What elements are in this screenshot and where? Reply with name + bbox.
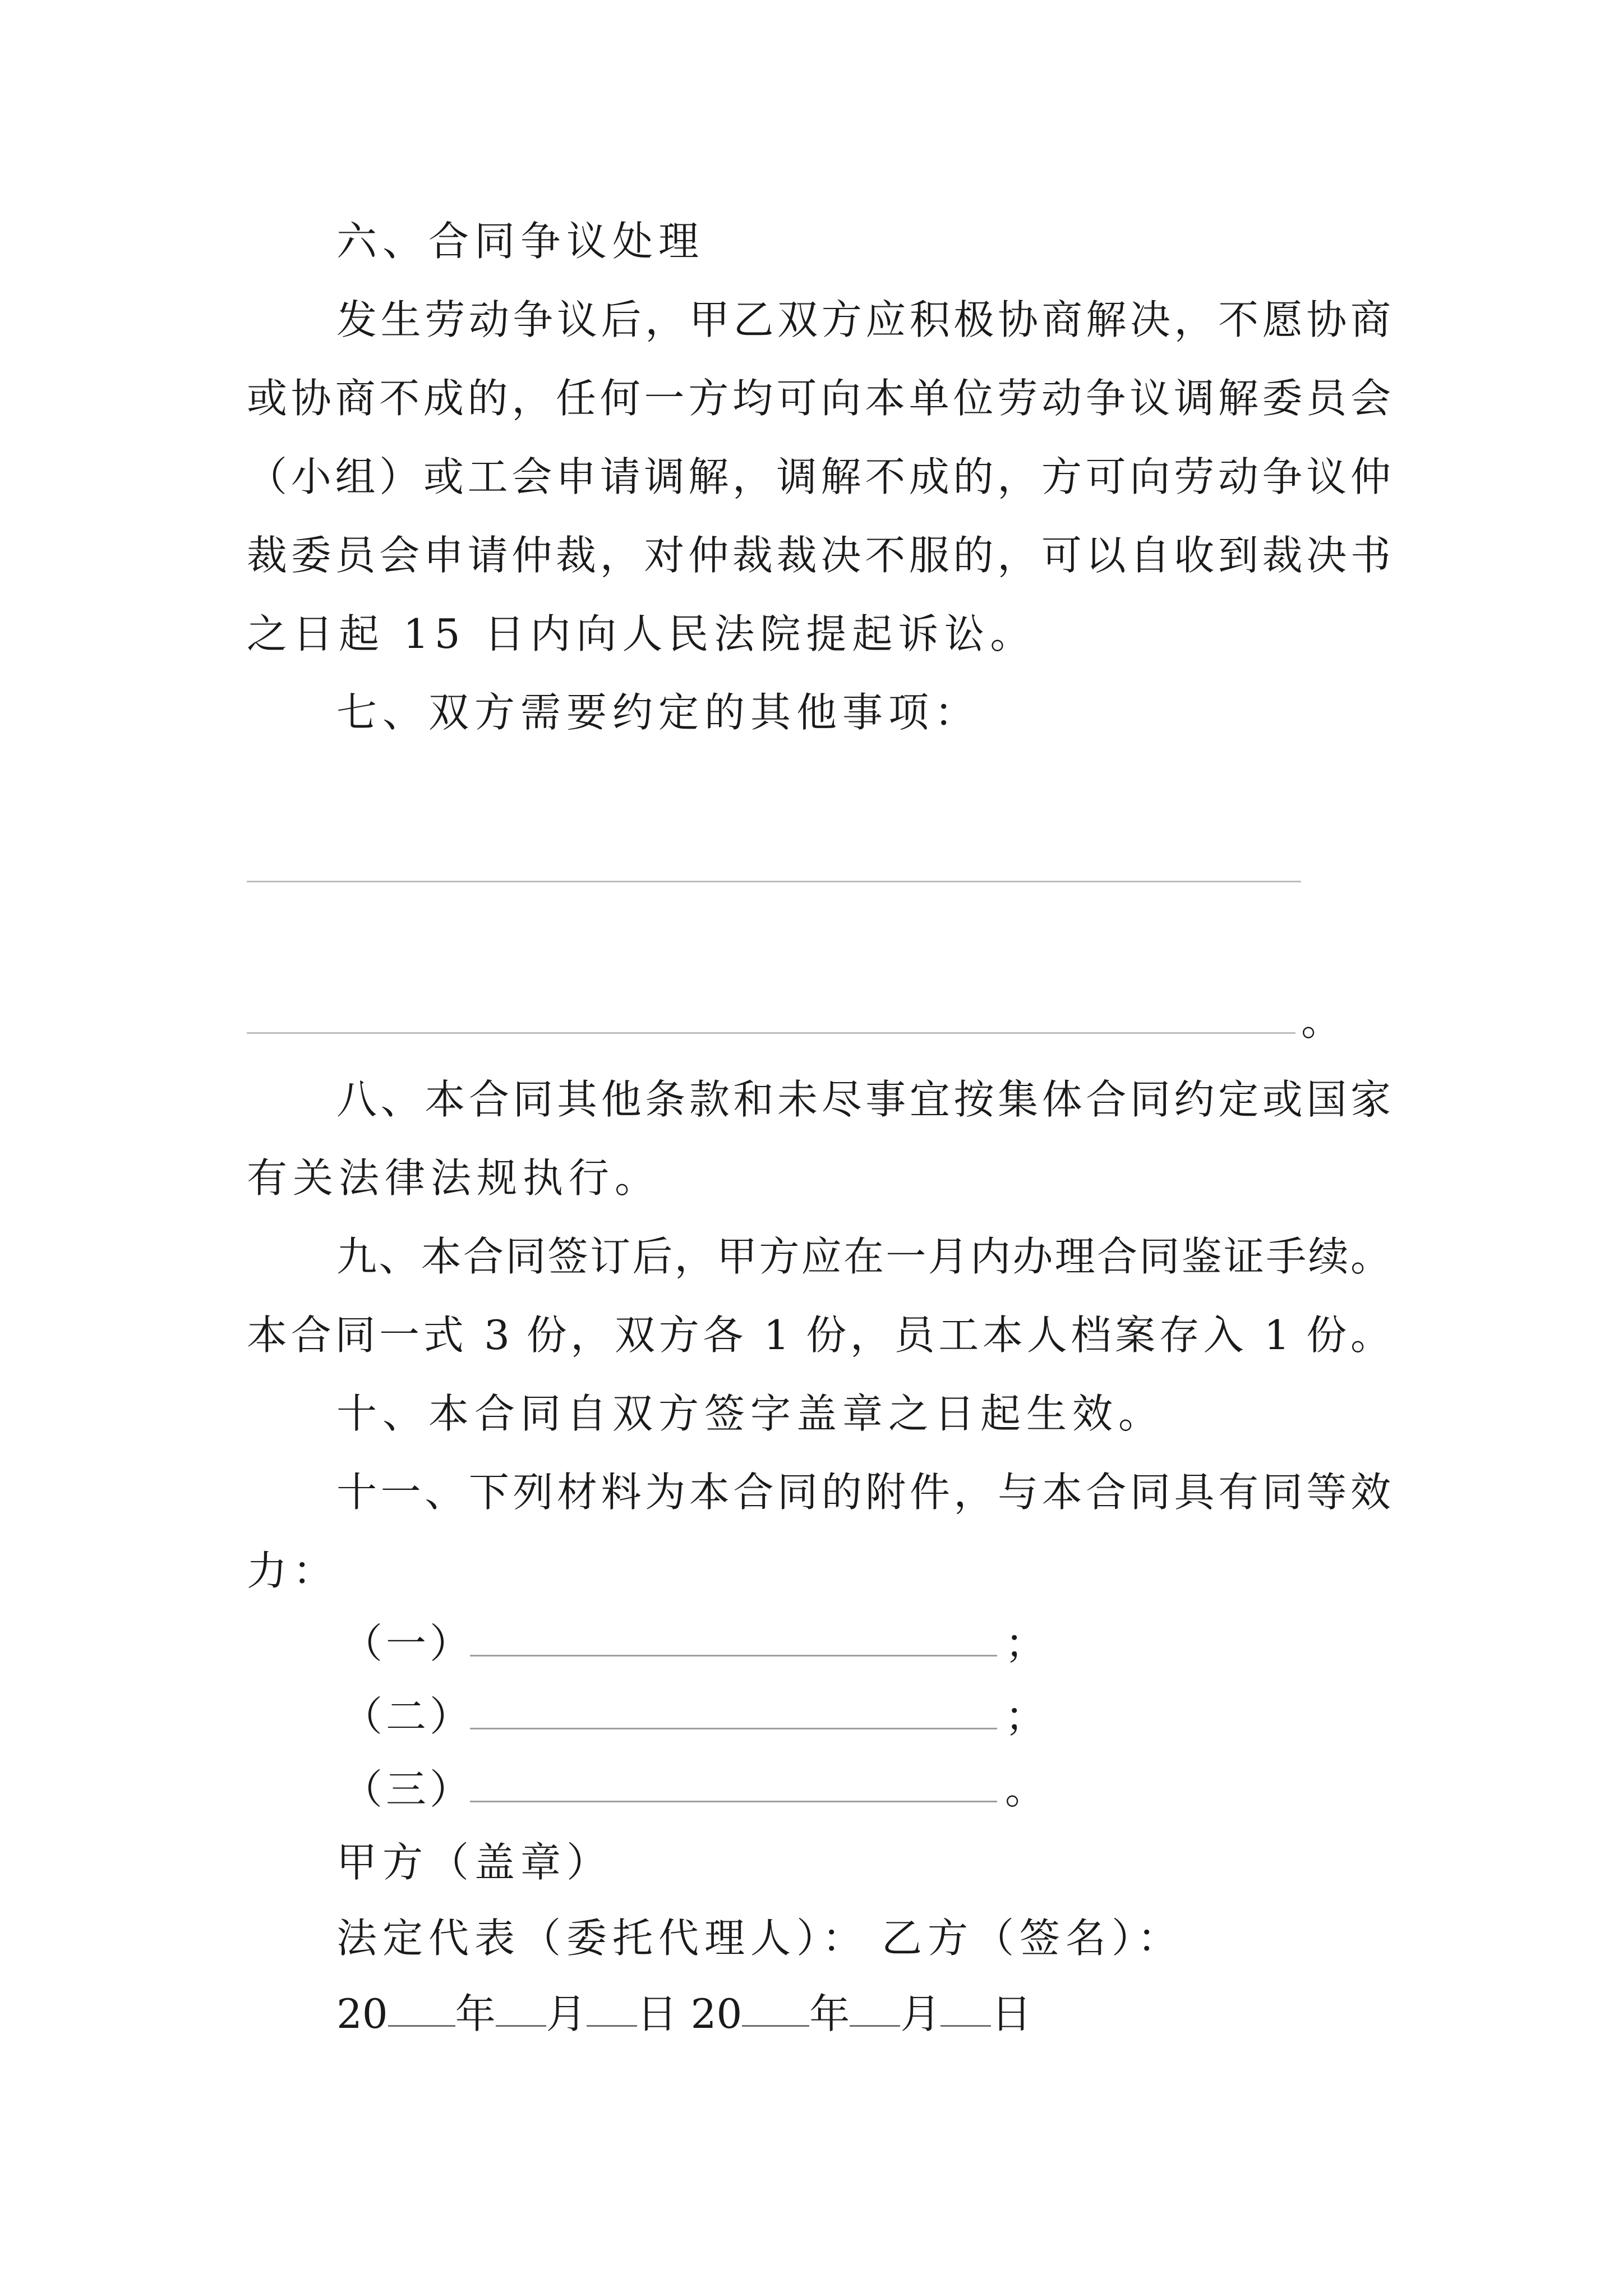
section-8-line-2: 有关法律法规执行。 xyxy=(247,1154,661,1202)
attachment-blank-field[interactable] xyxy=(470,1761,997,1802)
fill-in-line-1[interactable] xyxy=(247,881,1301,882)
attachment-end-mark: ； xyxy=(1005,1693,1046,1740)
attachment-label: （三） xyxy=(342,1766,474,1813)
month-blank-1[interactable] xyxy=(496,1986,546,2027)
day-label-2: 日 xyxy=(991,1990,1032,2037)
month-label-1: 月 xyxy=(546,1990,587,2037)
day-blank-2[interactable] xyxy=(940,1986,991,2027)
section-9-line-1: 九、本合同签订后，甲方应在一月内办理合同鉴证手续。 xyxy=(336,1233,1391,1280)
year-label-1: 年 xyxy=(455,1990,496,2037)
party-a-seal: 甲方（盖章） xyxy=(336,1839,613,1886)
party-b-signature-label: 乙方（签名）： xyxy=(882,1915,1184,1962)
attachment-end-mark: ； xyxy=(1005,1620,1046,1667)
attachment-row-3 xyxy=(342,1761,1045,1818)
attachment-end-mark: 。 xyxy=(1005,1766,1046,1813)
signature-line xyxy=(336,1910,1391,1966)
legal-representative-label: 法定代表（委托代理人）： xyxy=(336,1915,869,1962)
section-6-title: 六、合同争议处理 xyxy=(336,218,705,265)
date-prefix-1: 20 xyxy=(336,1990,388,2037)
section-6-line-4: 裁委员会申请仲裁，对仲裁裁决不服的，可以自收到裁决书 xyxy=(247,532,1391,579)
attachment-blank-field[interactable] xyxy=(470,1688,997,1729)
section-6-line-1: 发生劳动争议后，甲乙双方应积极协商解决，不愿协商 xyxy=(336,296,1391,343)
month-blank-2[interactable] xyxy=(850,1986,900,2027)
month-label-2: 月 xyxy=(900,1990,941,2037)
section-8-line-1: 八、本合同其他条款和未尽事宜按集体合同约定或国家 xyxy=(336,1076,1391,1123)
fill-in-line-2[interactable] xyxy=(247,1032,1295,1034)
section-10: 十、本合同自双方签字盖章之日起生效。 xyxy=(336,1390,1165,1437)
section-7-end-mark: 。 xyxy=(1301,997,1342,1045)
section-11-line-1: 十一、下列材料为本合同的附件，与本合同具有同等效 xyxy=(336,1469,1391,1516)
section-7-title: 七、双方需要约定的其他事项： xyxy=(336,689,981,736)
day-blank-1[interactable] xyxy=(587,1986,637,2027)
year-label-2: 年 xyxy=(809,1990,850,2037)
section-11-line-2: 力： xyxy=(247,1547,339,1594)
attachment-label: （二） xyxy=(342,1693,474,1740)
date-row xyxy=(336,1986,1031,2042)
year-blank-2[interactable] xyxy=(742,1986,809,2027)
section-6-line-5: 之日起 15 日内向人民法院提起诉讼。 xyxy=(247,610,1036,657)
section-9-line-2: 本合同一式 3 份，双方各 1 份，员工本人档案存入 1 份。 xyxy=(247,1312,1391,1359)
section-6-line-2: 或协商不成的，任何一方均可向本单位劳动争议调解委员会 xyxy=(247,375,1391,422)
attachment-blank-field[interactable] xyxy=(470,1616,997,1657)
day-label-1: 日 xyxy=(637,1990,677,2037)
section-6-line-3: （小组）或工会申请调解，调解不成的，方可向劳动争议仲 xyxy=(247,453,1391,500)
attachment-row-1 xyxy=(342,1616,1045,1672)
attachment-label: （一） xyxy=(342,1620,474,1667)
year-blank-1[interactable] xyxy=(388,1986,455,2027)
date-prefix-2: 20 xyxy=(690,1990,743,2037)
attachment-row-2 xyxy=(342,1688,1045,1745)
